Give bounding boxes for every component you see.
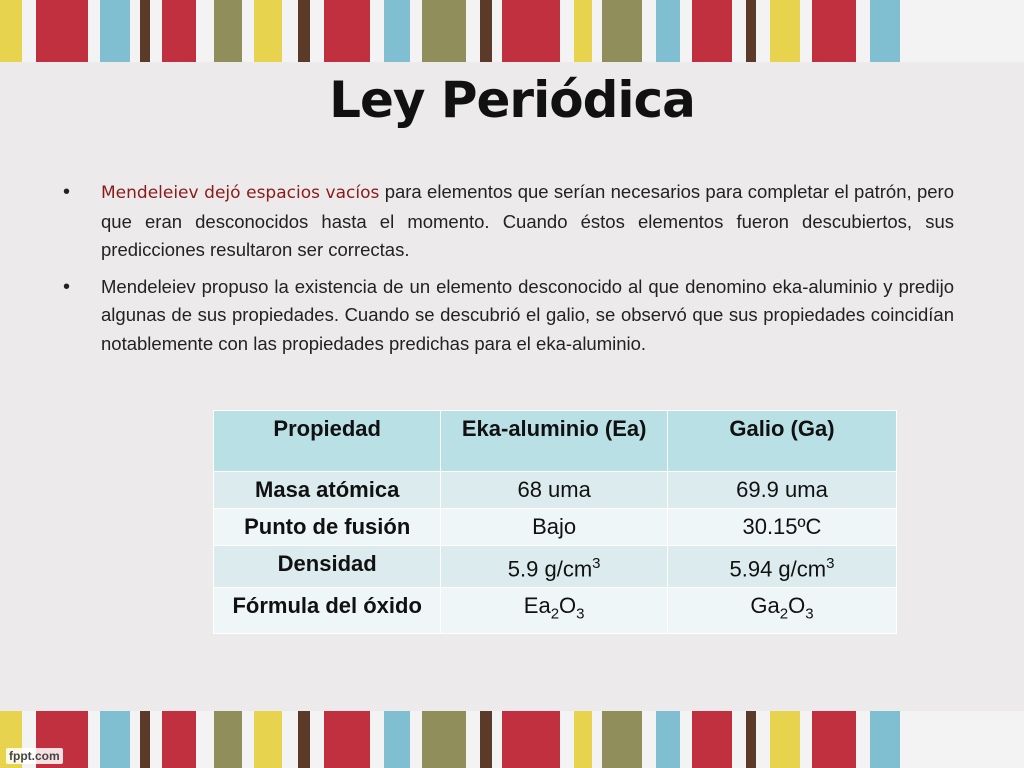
bullet-text: Mendeleiev propuso la existencia de un elemento desconocido al que denomino eka-aluminio y predijo algunas de sus propiedades. Cuando se descubrió el galio, se observó que sus propiedades coincidían notablemente con las propiedades predichas para el eka-aluminio. <box>101 275 954 354</box>
stripe-segment <box>162 711 196 768</box>
stripe-segment <box>870 0 900 62</box>
stripe-segment <box>466 711 480 768</box>
stripe-segment <box>692 711 732 768</box>
property-name: Fórmula del óxido <box>214 588 441 633</box>
highlighted-phrase: Mendeleiev dejó espacios vacíos <box>101 183 380 203</box>
stripe-segment <box>370 0 384 62</box>
table-row <box>214 588 897 633</box>
stripe-segment <box>88 0 100 62</box>
stripe-segment <box>492 711 502 768</box>
stripe-segment <box>196 0 214 62</box>
stripe-segment <box>22 0 36 62</box>
stripe-segment <box>800 0 812 62</box>
stripe-segment <box>746 711 756 768</box>
stripe-segment <box>812 0 856 62</box>
stripe-segment <box>140 0 150 62</box>
stripe-segment <box>384 0 410 62</box>
stripe-segment <box>100 711 130 768</box>
eka-value: Bajo <box>441 509 668 546</box>
stripe-segment <box>162 0 196 62</box>
stripe-segment <box>574 711 592 768</box>
stripe-segment <box>0 0 22 62</box>
bullet-text: para elementos que serían necesarios para completar el patrón, pero que eran desconocidos hasta el momento. Cuando éstos elementos fueron descubiertos, sus predicciones resultaron ser correctas. <box>101 181 954 260</box>
stripe-segment <box>324 0 370 62</box>
table-row <box>214 472 897 509</box>
stripe-segment <box>732 0 746 62</box>
table-row <box>214 546 897 588</box>
stripe-segment <box>36 0 88 62</box>
stripe-segment <box>900 711 940 768</box>
table-header-row <box>214 411 897 472</box>
stripe-segment <box>656 711 680 768</box>
bullet-list <box>58 178 954 366</box>
stripe-segment <box>574 0 592 62</box>
stripe-segment <box>732 711 746 768</box>
header-galio: Galio (Ga) <box>667 411 896 472</box>
stripe-segment <box>680 0 692 62</box>
watermark-logo: fppt.com <box>6 748 63 764</box>
stripe-segment <box>310 0 324 62</box>
stripe-segment <box>770 711 800 768</box>
stripe-segment <box>746 0 756 62</box>
stripe-segment <box>140 711 150 768</box>
galio-value: 69.9 uma <box>667 472 896 509</box>
stripe-segment <box>770 0 800 62</box>
stripe-segment <box>656 0 680 62</box>
stripe-segment <box>324 711 370 768</box>
eka-value: 5.9 $g/cm^3$ <box>441 546 668 588</box>
stripe-segment <box>692 0 732 62</box>
stripe-segment <box>756 0 770 62</box>
stripe-segment <box>214 711 242 768</box>
stripe-segment <box>130 711 140 768</box>
stripe-segment <box>282 711 298 768</box>
table-row <box>214 509 897 546</box>
stripe-segment <box>592 0 602 62</box>
property-name: Masa atómica <box>214 472 441 509</box>
stripe-segment <box>100 0 130 62</box>
stripe-segment <box>602 0 642 62</box>
stripe-segment <box>150 0 162 62</box>
stripe-segment <box>214 0 242 62</box>
header-propiedad: Propiedad <box>214 411 441 472</box>
stripe-segment <box>298 0 310 62</box>
stripe-segment <box>422 0 466 62</box>
stripe-segment <box>410 711 422 768</box>
stripe-segment <box>410 0 422 62</box>
stripe-segment <box>150 711 162 768</box>
galio-value: 30.15ºC <box>667 509 896 546</box>
stripe-segment <box>310 711 324 768</box>
top-stripe-border <box>0 0 1024 62</box>
bullet-icon: • <box>63 275 71 298</box>
eka-value: 68 uma <box>441 472 668 509</box>
stripe-segment <box>592 711 602 768</box>
galio-value: $Ga_2O_3$ <box>667 588 896 633</box>
stripe-segment <box>756 711 770 768</box>
stripe-segment <box>384 711 410 768</box>
property-name: Punto de fusión <box>214 509 441 546</box>
stripe-segment <box>254 0 282 62</box>
bottom-stripe-border <box>0 711 1024 768</box>
stripe-segment <box>130 0 140 62</box>
stripe-segment <box>480 711 492 768</box>
stripe-segment <box>298 711 310 768</box>
stripe-segment <box>642 0 656 62</box>
stripe-segment <box>88 711 100 768</box>
eka-value: $Ea_2O_3$ <box>441 588 668 633</box>
stripe-segment <box>422 711 466 768</box>
slide-title: Ley Periódica <box>329 71 695 129</box>
stripe-segment <box>492 0 502 62</box>
stripe-segment <box>502 711 560 768</box>
stripe-segment <box>560 711 574 768</box>
stripe-segment <box>282 0 298 62</box>
stripe-segment <box>242 711 254 768</box>
property-name: Densidad <box>214 546 441 588</box>
stripe-segment <box>900 0 940 62</box>
stripe-segment <box>254 711 282 768</box>
properties-table <box>213 410 897 634</box>
stripe-segment <box>502 0 560 62</box>
stripe-segment <box>856 0 870 62</box>
stripe-segment <box>856 711 870 768</box>
stripe-segment <box>800 711 812 768</box>
stripe-segment <box>480 0 492 62</box>
stripe-segment <box>602 711 642 768</box>
header-eka-aluminio: Eka-aluminio (Ea) <box>441 411 668 472</box>
bullet-item <box>58 273 954 359</box>
stripe-segment <box>466 0 480 62</box>
stripe-segment <box>812 711 856 768</box>
bullet-item <box>58 178 954 265</box>
stripe-segment <box>642 711 656 768</box>
stripe-segment <box>560 0 574 62</box>
stripe-segment <box>196 711 214 768</box>
stripe-segment <box>370 711 384 768</box>
stripe-segment <box>680 711 692 768</box>
stripe-segment <box>870 711 900 768</box>
stripe-segment <box>242 0 254 62</box>
galio-value: 5.94 $g/cm^3$ <box>667 546 896 588</box>
bullet-icon: • <box>63 181 71 203</box>
